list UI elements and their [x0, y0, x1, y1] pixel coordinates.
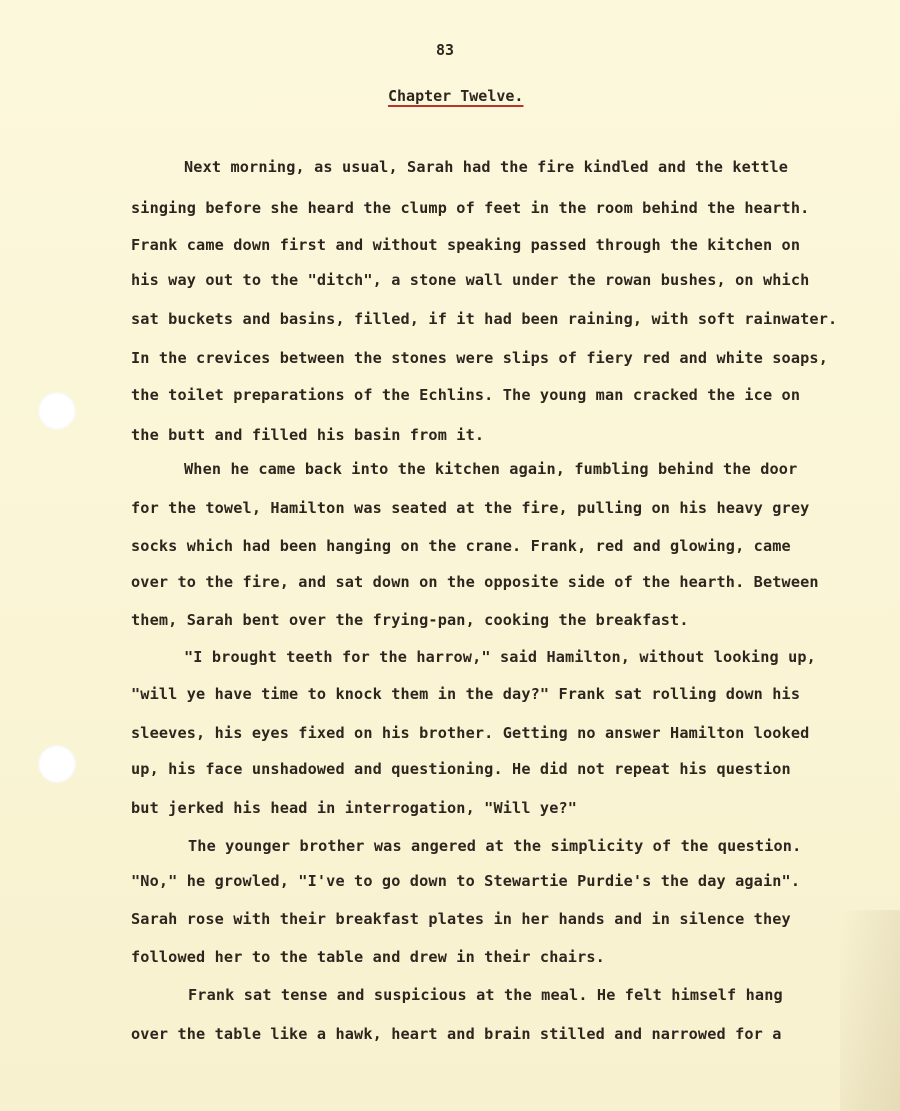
text-line: over the table like a hawk, heart and brain stilled and narrowed for a	[131, 1025, 782, 1043]
text-line: The younger brother was angered at the simplicity of the question.	[188, 837, 802, 855]
page-curl-shadow	[840, 910, 900, 1111]
text-line: followed her to the table and drew in their chairs.	[131, 948, 605, 966]
text-line: them, Sarah bent over the frying-pan, cooking the breakfast.	[131, 611, 689, 629]
chapter-title: Chapter Twelve.	[388, 87, 524, 105]
text-line: over to the fire, and sat down on the opposite side of the hearth. Between	[131, 573, 819, 591]
text-line: "will ye have time to knock them in the day?" Frank sat rolling down his	[131, 685, 801, 703]
binder-hole-upper	[38, 392, 76, 430]
text-line: the toilet preparations of the Echlins. The young man cracked the ice on	[131, 386, 801, 404]
text-line: but jerked his head in interrogation, "Will ye?"	[131, 799, 578, 817]
binder-hole-lower	[38, 745, 76, 783]
text-line: his way out to the "ditch", a stone wall under the rowan bushes, on which	[131, 271, 810, 289]
text-line: When he came back into the kitchen again, fumbling behind the door	[184, 460, 798, 478]
text-line: "No," he growled, "I've to go down to Stewartie Purdie's the day again".	[131, 872, 801, 890]
text-line: Sarah rose with their breakfast plates in her hands and in silence they	[131, 910, 791, 928]
text-line: Frank sat tense and suspicious at the meal. He felt himself hang	[188, 986, 783, 1004]
text-line: In the crevices between the stones were slips of fiery red and white soaps,	[131, 349, 829, 367]
text-line: Next morning, as usual, Sarah had the fire kindled and the kettle	[184, 158, 789, 176]
page-number: 83	[436, 41, 455, 59]
text-line: "I brought teeth for the harrow," said Hamilton, without looking up,	[184, 648, 816, 666]
text-line: Frank came down first and without speaking passed through the kitchen on	[131, 236, 801, 254]
text-line: for the towel, Hamilton was seated at the fire, pulling on his heavy grey	[131, 499, 810, 517]
text-line: the butt and filled his basin from it.	[131, 426, 485, 444]
text-line: sat buckets and basins, filled, if it had been raining, with soft rainwater.	[131, 310, 838, 328]
text-line: singing before she heard the clump of feet in the room behind the hearth.	[131, 199, 810, 217]
text-line: socks which had been hanging on the crane. Frank, red and glowing, came	[131, 537, 791, 555]
text-line: up, his face unshadowed and questioning. He did not repeat his question	[131, 760, 791, 778]
text-line: sleeves, his eyes fixed on his brother. Getting no answer Hamilton looked	[131, 724, 810, 742]
